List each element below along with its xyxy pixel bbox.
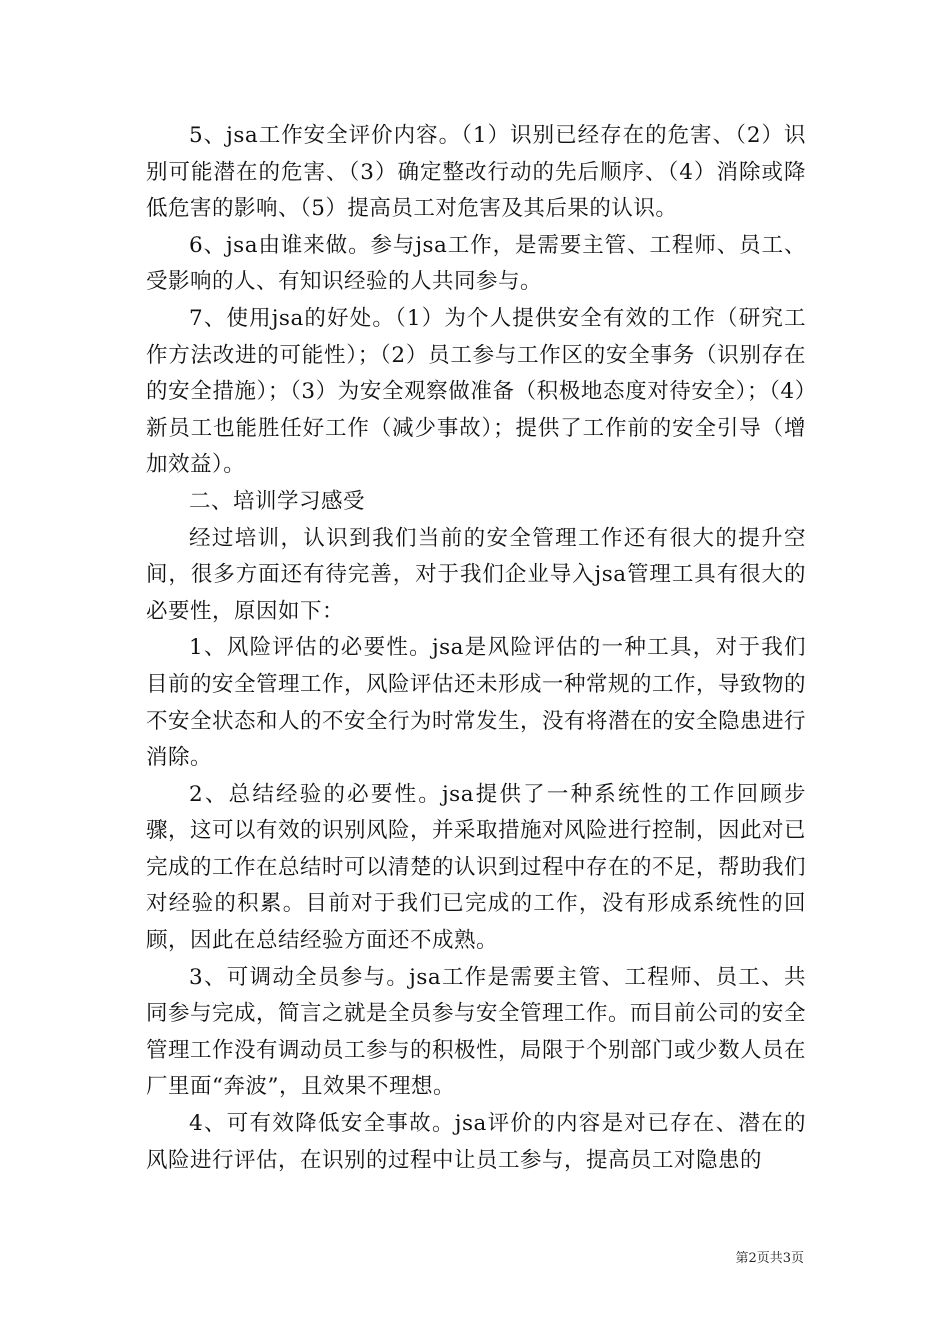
paragraph-who-does-jsa: 6、jsa由谁来做。参与jsa工作，是需要主管、工程师、员工、受影响的人、有知识经验的人共同参与。 [146,232,806,295]
paragraph-jsa-evaluation-content: 5、jsa工作安全评价内容。（1）识别已经存在的危害、（2）识别可能潜在的危害、（3）确定整改行动的先后顺序、（4）消除或降低危害的影响、（5）提高员工对危害及其后果的认识。 [146,123,806,222]
paragraph-risk-assessment: 1、风险评估的必要性。jsa是风险评估的一种工具，对于我们目前的安全管理工作，风险评估还未形成一种常规的工作，导致物的不安全状态和人的不安全行为时常发生，没有将潜在的安全隐患进行消除。 [146,635,807,771]
section-heading-training-reflection: 二、培训学习感受 [189,488,366,514]
paragraph-jsa-benefits: 7、使用jsa的好处。（1）为个人提供安全有效的工作（研究工作方法改进的可能性）；（2）员工参与工作区的安全事务（识别存在的安全措施）；（3）为安全观察做准备（积极地态度对待安全）；（4）新员工也能胜任好工作（减少事故）；提供了工作前的安全引导（增加效益）。 [146,305,806,478]
page-number: 第2页共3页 [735,1251,804,1266]
paragraph-full-participation: 3、可调动全员参与。jsa工作是需要主管、工程师、员工、共同参与完成，简言之就是全员参与安全管理工作。而目前公司的安全管理工作没有调动员工参与的积极性，局限于个别部门或少数人员在厂里面“奔波”，且效果不理想。 [146,964,807,1100]
paragraph-training-summary: 经过培训，认识到我们当前的安全管理工作还有很大的提升空间，很多方面还有待完善，对于我们企业导入jsa管理工具有很大的必要性，原因如下： [146,525,806,624]
paragraph-reduce-accidents: 4、可有效降低安全事故。jsa评价的内容是对已存在、潜在的风险进行评估，在识别的过程中让员工参与，提高员工对隐患的 [146,1111,806,1173]
paragraph-experience-summary: 2、总结经验的必要性。jsa提供了一种系统性的工作回顾步骤，这可以有效的识别风险，并采取措施对风险进行控制，因此对已完成的工作在总结时可以清楚的认识到过程中存在的不足，帮助我们对经验的积累。目前对于我们已完成的工作，没有形成系统性的回顾，因此在总结经验方面还不成熟。 [146,781,807,954]
document-body [146,118,806,1179]
